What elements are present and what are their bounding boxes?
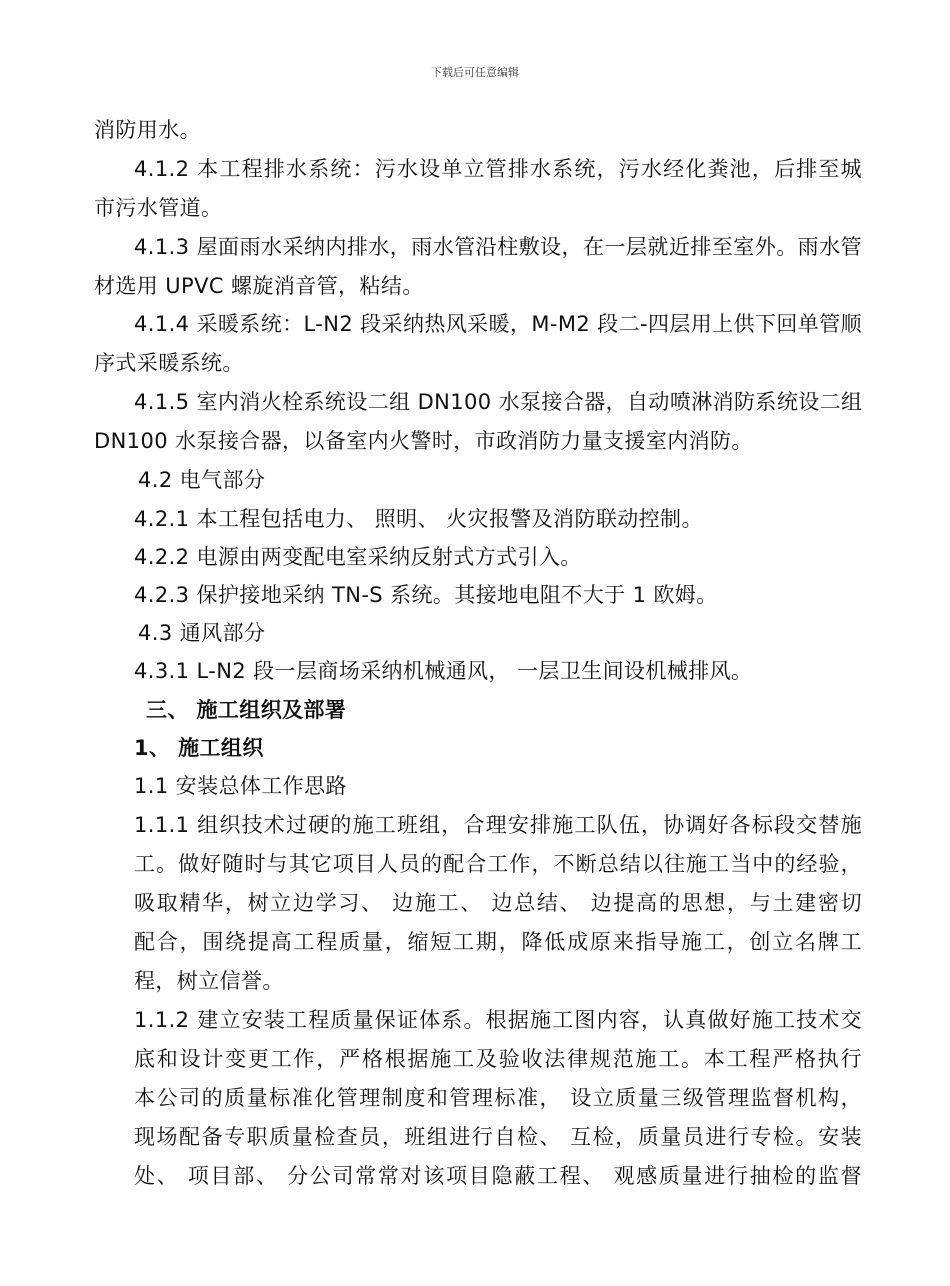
- chapter-heading: 三、 施工组织及部署: [146, 698, 347, 722]
- text-line: 程，树立信誉。: [134, 969, 284, 993]
- section-heading: 4.2 电气部分: [138, 468, 266, 492]
- subsection-heading: 1.1 安装总体工作思路: [134, 774, 347, 798]
- text-line: 吸取精华，树立边学习、 边施工、 边总结、 边提高的思想，与土建密切: [134, 891, 862, 915]
- text-line: 1.1.1 组织技术过硬的施工班组，合理安排施工队伍，协调好各标段交替施: [134, 813, 862, 837]
- text-line: 4.2.3 保护接地采纳 TN-S 系统。其接地电阻不大于 1 欧姆。: [134, 583, 718, 607]
- text-line: 底和设计变更工作，严格根据施工及验收法律规范施工。本工程严格执行: [134, 1047, 862, 1071]
- text-line: 现场配备专职质量检查员，班组进行自检、 互检，质量员进行专检。安装: [134, 1125, 862, 1149]
- text-line: DN100 水泵接合器，以备室内火警时，市政消防力量支援室内消防。: [94, 429, 753, 453]
- page-header: 下载后可任意编辑: [431, 66, 519, 79]
- text-line: 处、 项目部、 分公司常常对该项目隐蔽工程、 观感质量进行抽检的监督: [134, 1164, 862, 1188]
- section-heading: 1、 施工组织: [134, 736, 264, 760]
- text-line: 4.3.1 L-N2 段一层商场采纳机械通风， 一层卫生间设机械排风。: [134, 659, 753, 683]
- text-line: 4.2.2 电源由两变配电室采纳反射式方式引入。: [134, 545, 582, 569]
- text-line: 材选用 UPVC 螺旋消音管，粘结。: [94, 274, 424, 298]
- text-line: 序式采暖系统。: [94, 351, 244, 375]
- text-line: 配合，围绕提高工程质量，缩短工期，降低成原来指导施工，创立名牌工: [134, 930, 862, 954]
- text-line: 4.2.1 本工程包括电力、 照明、 火灾报警及消防联动控制。: [134, 507, 703, 531]
- text-line: 市污水管道。: [94, 196, 223, 220]
- text-line: 工。做好随时与其它项目人员的配合工作，不断总结以往施工当中的经验，: [134, 852, 862, 876]
- text-line: 4.1.4 采暖系统：L-N2 段采纳热风采暖，M-M2 段二-四层用上供下回单管顺: [134, 312, 862, 336]
- text-line: 本公司的质量标准化管理制度和管理标准， 设立质量三级管理监督机构，: [134, 1086, 862, 1110]
- text-line: 4.1.5 室内消火栓系统设二组 DN100 水泵接合器，自动喷淋消防系统设二组: [134, 390, 863, 414]
- text-line: 消防用水。: [94, 118, 201, 142]
- text-line: 4.1.2 本工程排水系统：污水设单立管排水系统，污水经化粪池，后排至城: [134, 157, 862, 181]
- text-line: 4.1.3 屋面雨水采纳内排水，雨水管沿柱敷设，在一层就近排至室外。雨水管: [134, 235, 862, 259]
- section-heading: 4.3 通风部分: [138, 621, 266, 645]
- text-line: 1.1.2 建立安装工程质量保证体系。根据施工图内容，认真做好施工技术交: [134, 1008, 862, 1032]
